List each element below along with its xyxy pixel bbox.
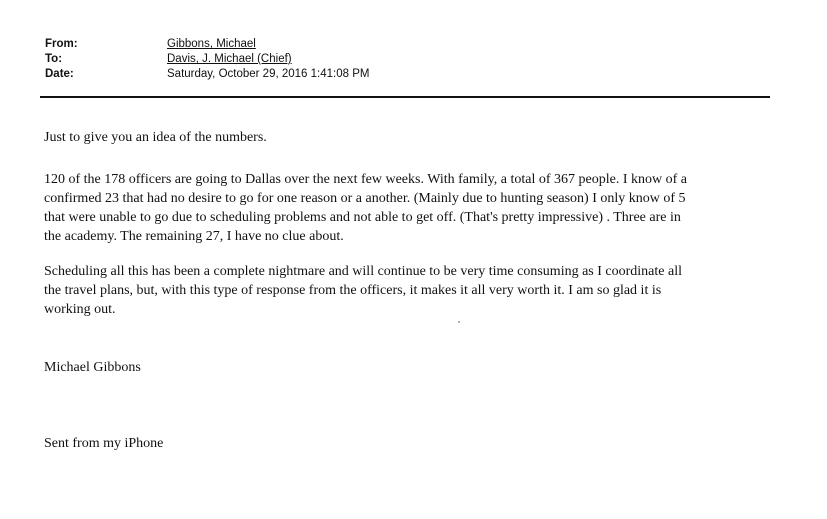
signature: Michael Gibbons <box>44 360 141 375</box>
from-row <box>45 37 369 52</box>
to-label: To: <box>45 53 63 65</box>
from-value[interactable]: Gibbons, Michael <box>167 38 256 50</box>
body-line: the academy. The remaining 27, I have no clue about. <box>44 229 344 244</box>
date-row <box>45 67 369 82</box>
body-paragraph-scheduling <box>44 262 779 319</box>
date-value: Saturday, October 29, 2016 1:41:08 PM <box>167 68 370 80</box>
body-line: the travel plans, but, with this type of response from the officers, it makes it all very worth it. I am so glad it is <box>44 283 662 298</box>
to-value[interactable]: Davis, J. Michael (Chief) <box>167 53 292 65</box>
email-header <box>45 37 369 82</box>
body-line: working out. <box>44 302 116 317</box>
body-paragraph-intro: Just to give you an idea of the numbers. <box>44 130 267 145</box>
scan-speck <box>458 321 460 323</box>
date-label: Date: <box>45 68 74 80</box>
from-label: From: <box>45 38 78 50</box>
body-paragraph-numbers <box>44 170 779 246</box>
to-row <box>45 52 369 67</box>
header-divider <box>40 96 770 98</box>
body-line: that were unable to go due to scheduling problems and not able to get off. (That's pretty impressive) . Three are in <box>44 210 681 225</box>
body-line: 120 of the 178 officers are going to Dallas over the next few weeks. With family, a total of 367 people. I know of a <box>44 172 687 187</box>
sent-from-footer: Sent from my iPhone <box>44 436 164 451</box>
body-line: Scheduling all this has been a complete nightmare and will continue to be very time consuming as I coordinate all <box>44 264 682 279</box>
body-line: confirmed 23 that had no desire to go for one reason or a another. (Mainly due to hunting season) I only know of 5 <box>44 191 686 206</box>
